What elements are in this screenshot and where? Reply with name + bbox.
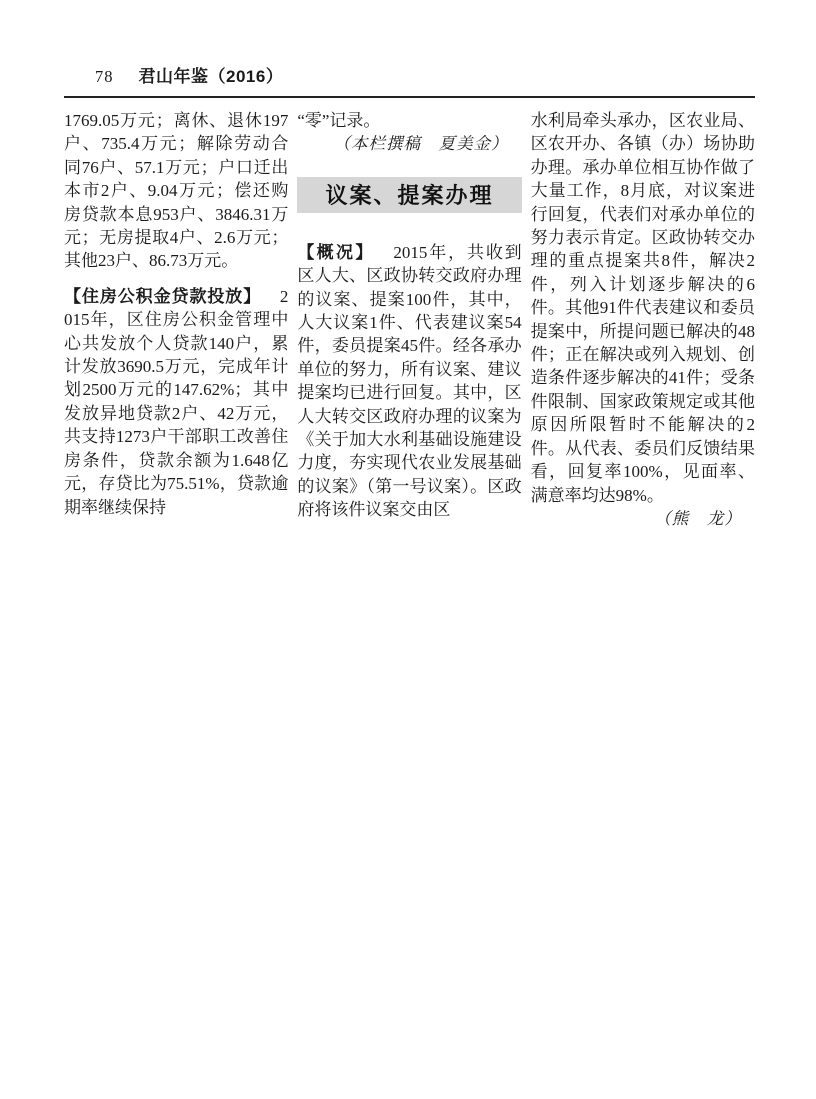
author-byline: （熊 龙） (654, 508, 742, 528)
continuation-end-line: “零”记录。 (297, 111, 381, 130)
entry-head-housing-fund: 【住房公积金贷款投放】 (64, 286, 262, 306)
page-number: 78 (95, 67, 114, 86)
column-3 (531, 109, 755, 530)
book-title: 君山年鉴（2016） (138, 67, 284, 86)
entry-housing-fund-loans (64, 285, 288, 519)
entry-body-housing-fund: 2015年，区住房公积金管理中心共发放个人贷款140户，累计发放3690.5万元，完成年计划2500万元的147.62%；其中发放异地贷款2户、42万元，共支持1273户干部职工改善住房条件，贷款余额为1.648亿元，存贷比为75.51%，贷款逾期率继续保持 (64, 286, 289, 517)
entry-overview (297, 241, 521, 522)
section-title: 议案、提案办理 (325, 183, 494, 209)
column-1 (64, 109, 288, 530)
continuation-paragraph: 1769.05万元；离休、退休197户、735.4万元；解除劳动合同76户、57.1万元；户口迁出本市2户、9.04万元；偿还购房贷款本息953户、3846.31万元；无房提取4户、2.6万元；其他23户、86.73万元。 (64, 111, 289, 271)
entry-body-overview: 2015年，共收到区人大、区政协转交政府办理的议案、提案100件，其中，人大议案1件、代表建议案54件，委员提案45件。经各承办单位的努力，所有议案、建议提案均已进行回复。其中，区人大转交区政府办理的议案为《关于加大水利基础设施建设力度，夯实现代农业发展基础的议案》（第一号议案）。区政府将该件议案交由区 (297, 242, 522, 520)
continuation-paragraph: 水利局牵头承办，区农业局、区农开办、各镇（办）场协助办理。承办单位相互协作做了大量工作，8月底，对议案进行回复，代表们对承办单位的努力表示肯定。区政协转交办理的重点提案共8件，解决2件，列入计划逐步解决的6件。其他91件代表建议和委员提案中，所提问题已解决的48件；正在解决或列入规划、创造条件逐步解决的41件；受条件限制、国家政策规定或其他原因所限暂时不能解决的2件。从代表、委员们反馈结果看，回复率100%，见面率、满意率均达98%。 (530, 111, 755, 505)
page-header (64, 62, 755, 98)
column-byline: （本栏撰稿 夏美金） (333, 134, 509, 154)
section-title-banner (297, 177, 521, 213)
entry-head-overview: 【概况】 (297, 242, 375, 262)
text-columns (64, 109, 755, 530)
column-2 (297, 109, 521, 530)
